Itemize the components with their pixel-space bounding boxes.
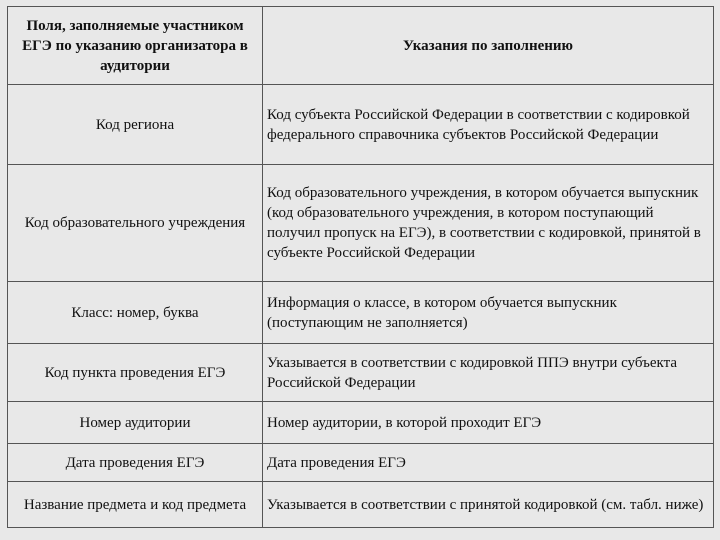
instruction-cell: Код образовательного учреждения, в котором обучается выпускник (код образовательного учреждения, в котором поступающий получил пропуск на ЕГЭ), в соответствии с кодировкой, принятой в субъекте Российской Федерации [263, 165, 714, 282]
field-cell: Дата проведения ЕГЭ [8, 444, 263, 482]
table-header-row [8, 7, 714, 85]
table-row [8, 165, 714, 282]
instructions-table [7, 6, 714, 528]
instruction-cell: Дата проведения ЕГЭ [263, 444, 714, 482]
instruction-cell: Код субъекта Российской Федерации в соответствии с кодировкой федерального справочника субъектов Российской Федерации [263, 85, 714, 165]
table-row [8, 344, 714, 402]
header-fields: Поля, заполняемые участником ЕГЭ по указанию организатора в аудитории [8, 7, 263, 85]
field-cell: Номер аудитории [8, 402, 263, 444]
table-row [8, 482, 714, 528]
field-cell: Название предмета и код предмета [8, 482, 263, 528]
instruction-cell: Номер аудитории, в которой проходит ЕГЭ [263, 402, 714, 444]
table-row [8, 444, 714, 482]
table-row [8, 282, 714, 344]
field-cell: Код образовательного учреждения [8, 165, 263, 282]
field-cell: Код пункта проведения ЕГЭ [8, 344, 263, 402]
table-row [8, 85, 714, 165]
instruction-cell: Указывается в соответствии с кодировкой ППЭ внутри субъекта Российской Федерации [263, 344, 714, 402]
field-cell: Класс: номер, буква [8, 282, 263, 344]
header-instructions: Указания по заполнению [263, 7, 714, 85]
field-cell: Код региона [8, 85, 263, 165]
instruction-cell: Информация о классе, в котором обучается выпускник (поступающим не заполняется) [263, 282, 714, 344]
table-row [8, 402, 714, 444]
instruction-cell: Указывается в соответствии с принятой кодировкой (см. табл. ниже) [263, 482, 714, 528]
